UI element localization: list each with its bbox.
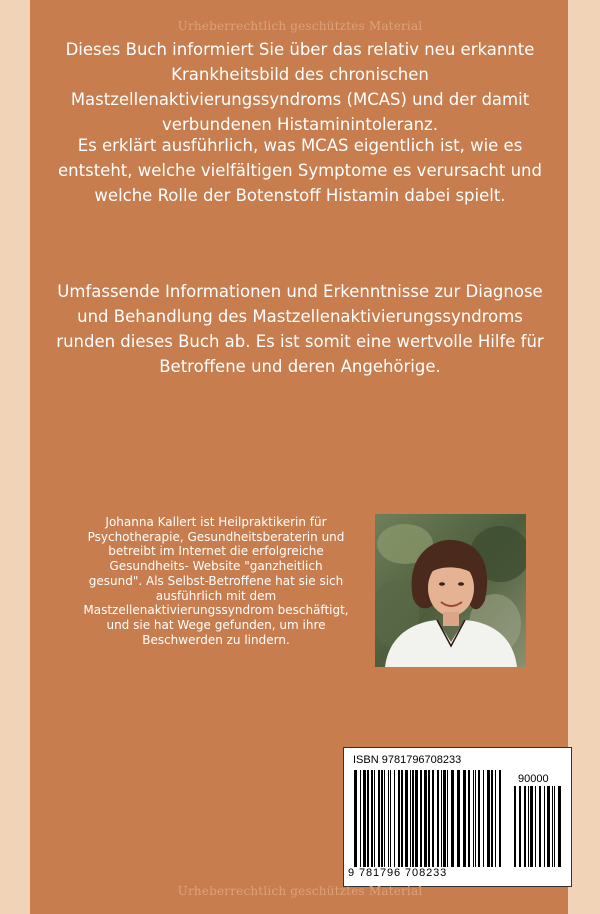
isbn-label: ISBN 9781796708233 [353, 754, 462, 766]
watermark-bottom: Urheberrechtlich geschütztes Material [177, 884, 423, 898]
blurb-paragraph-3: Umfassende Informationen und Erkenntnisse zur Diagnose und Behandlung des Mastzellenaktivierungssyndroms runden dieses Buch ab. Es ist somit eine wertvolle Hilfe für Betroffene und deren Angehörige. [56, 282, 544, 376]
barcode-digits: 9 781796 708233 [348, 867, 448, 879]
isbn-barcode [343, 747, 572, 887]
watermark-top: Urheberrechtlich geschütztes Material [177, 19, 423, 33]
price-code: 90000 [518, 773, 549, 785]
blurb-paragraph-2: Es erklärt ausführlich, was MCAS eigentlich ist, wie es entsteht, welche vielfältigen Symptome es verursacht und welche Rolle der Botenstoff Histamin dabei spielt. [58, 136, 542, 205]
blurb-paragraph-1: Dieses Buch informiert Sie über das relativ neu erkannte Krankheitsbild des chronischen Mastzellenaktivierungssyndroms (MCAS) und der damit verbundenen Histaminintoleranz. [65, 40, 535, 134]
author-bio: Johanna Kallert ist Heilpraktikerin für Psychotherapie, Gesundheitsberaterin und betreibt im Internet die erfolgreiche Gesundheits- Website "ganzheitlich gesund". Als Selbst-Betroffene hat sie sich ausführlich mit dem Mastzellenaktivierungssyndrom beschäftigt, und sie hat Wege gefunden, um ihre Beschwerden zu lindern. [83, 515, 349, 647]
author-photo [375, 514, 526, 667]
barcode-addon-bars [514, 786, 562, 867]
barcode-bars [354, 770, 504, 867]
